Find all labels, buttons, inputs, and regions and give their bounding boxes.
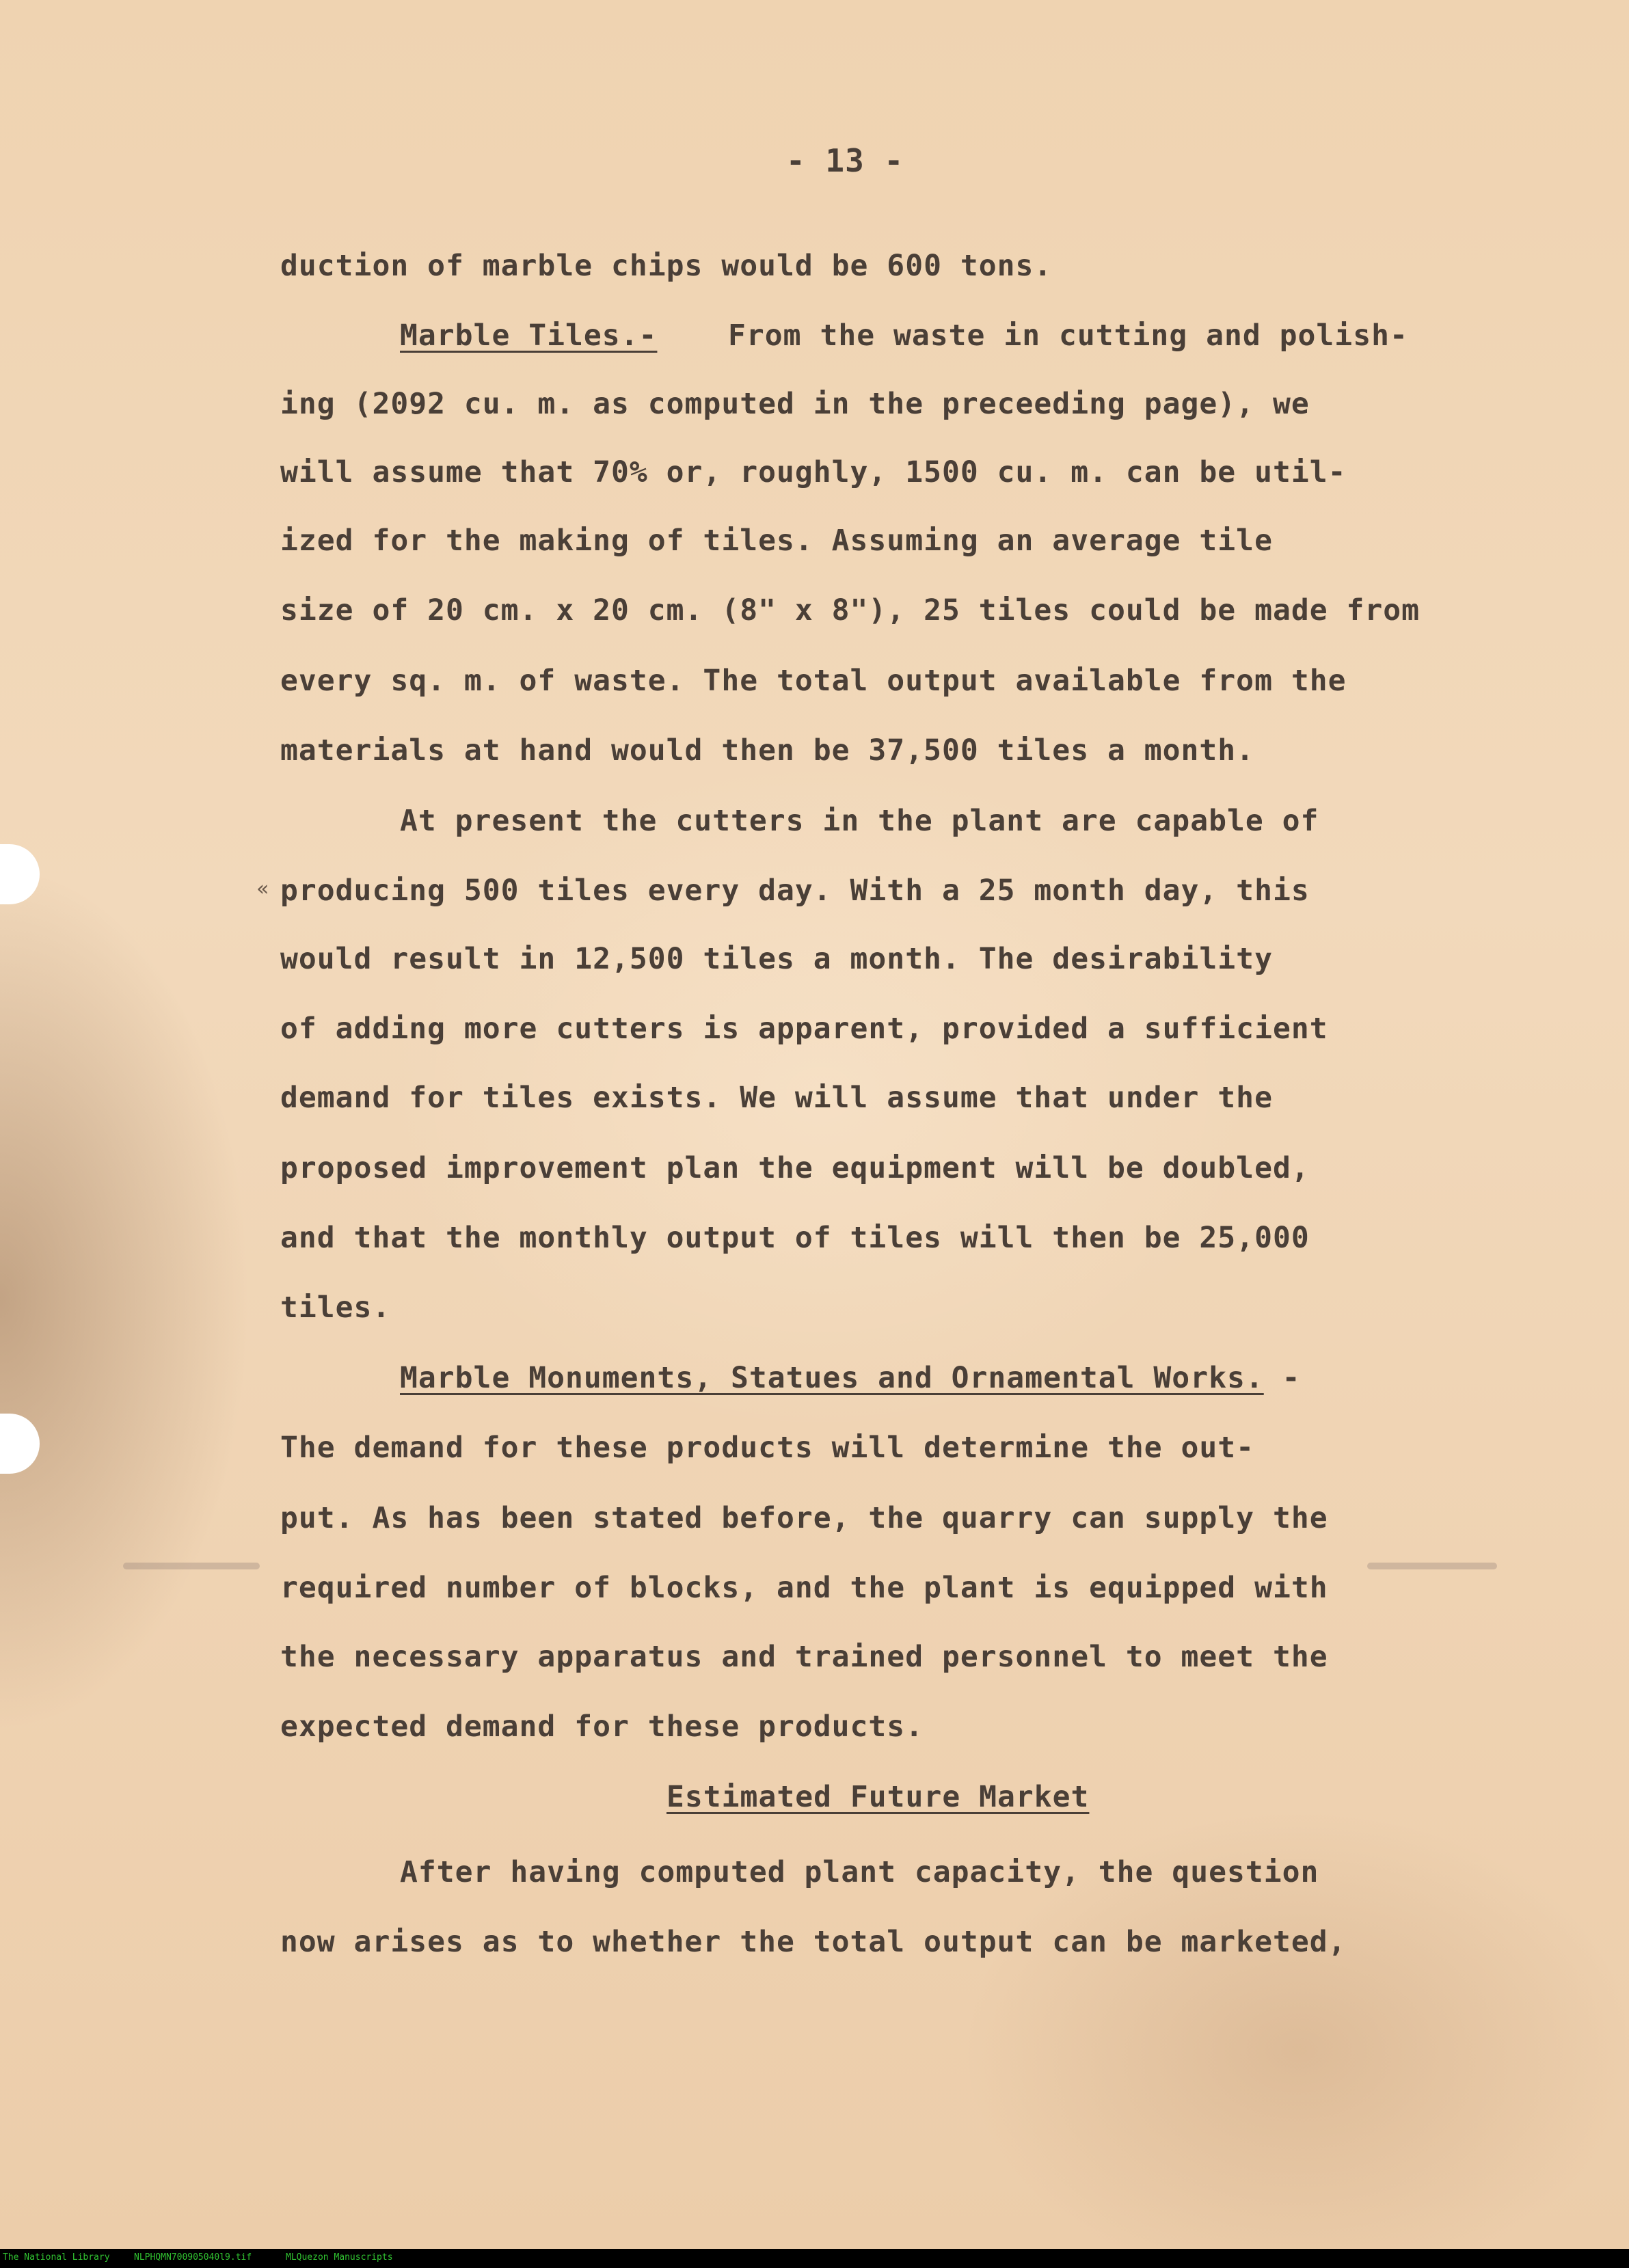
body-line: put. As has been stated before, the quarry can supply the: [280, 1501, 1328, 1535]
body-line: The demand for these products will determine the out-: [280, 1431, 1255, 1465]
body-line: After having computed plant capacity, the question: [400, 1855, 1319, 1889]
smudge-mark: [1367, 1563, 1497, 1569]
section-heading-monuments: [400, 1361, 1301, 1395]
scan-footer-bar: [0, 2249, 1629, 2268]
body-line: expected demand for these products.: [280, 1710, 924, 1744]
body-line: every sq. m. of waste. The total output available from the: [280, 664, 1347, 698]
body-line: From the waste in cutting and polish-: [728, 319, 1408, 353]
body-line: demand for tiles exists. We will assume that under the: [280, 1081, 1273, 1115]
body-line: the necessary apparatus and trained personnel to meet the: [280, 1640, 1328, 1674]
body-line: would result in 12,500 tiles a month. The desirability: [280, 942, 1273, 976]
punch-hole: [0, 1414, 40, 1474]
margin-mark: «: [256, 877, 269, 901]
body-line: of adding more cutters is apparent, provided a sufficient: [280, 1012, 1328, 1046]
footer-collection: MLQuezon Manuscripts: [286, 2252, 393, 2263]
body-line: ing (2092 cu. m. as computed in the preceeding page), we: [280, 387, 1310, 421]
body-line: producing 500 tiles every day. With a 25 month day, this: [280, 874, 1310, 908]
body-line: ized for the making of tiles. Assuming an average tile: [280, 524, 1273, 558]
monuments-heading-text: Marble Monuments, Statues and Ornamental Works.: [400, 1361, 1264, 1395]
body-line: proposed improvement plan the equipment will be doubled,: [280, 1151, 1310, 1185]
section-heading-estimated-future-market: Estimated Future Market: [667, 1780, 1090, 1814]
punch-hole: [0, 844, 40, 904]
body-line: will assume that 70% or, roughly, 1500 cu. m. can be util-: [280, 455, 1347, 489]
body-line: now arises as to whether the total output can be marketed,: [280, 1925, 1347, 1959]
body-line: size of 20 cm. x 20 cm. (8" x 8"), 25 tiles could be made from: [280, 593, 1421, 627]
smudge-mark: [123, 1563, 260, 1569]
monuments-heading-dash: -: [1263, 1361, 1301, 1395]
body-line: At present the cutters in the plant are capable of: [400, 804, 1319, 838]
body-line: duction of marble chips would be 600 tons.: [280, 249, 1053, 283]
body-line: and that the monthly output of tiles will then be 25,000: [280, 1221, 1310, 1255]
body-line: required number of blocks, and the plant is equipped with: [280, 1571, 1328, 1605]
body-line: tiles.: [280, 1291, 391, 1325]
footer-library: The National Library: [3, 2252, 110, 2263]
page-number: - 13 -: [786, 142, 904, 179]
footer-filename: NLPHQMN700905040l9.tif: [134, 2252, 252, 2263]
body-line: materials at hand would then be 37,500 tiles a month.: [280, 733, 1255, 768]
section-heading-marble-tiles: Marble Tiles.-: [400, 319, 658, 353]
